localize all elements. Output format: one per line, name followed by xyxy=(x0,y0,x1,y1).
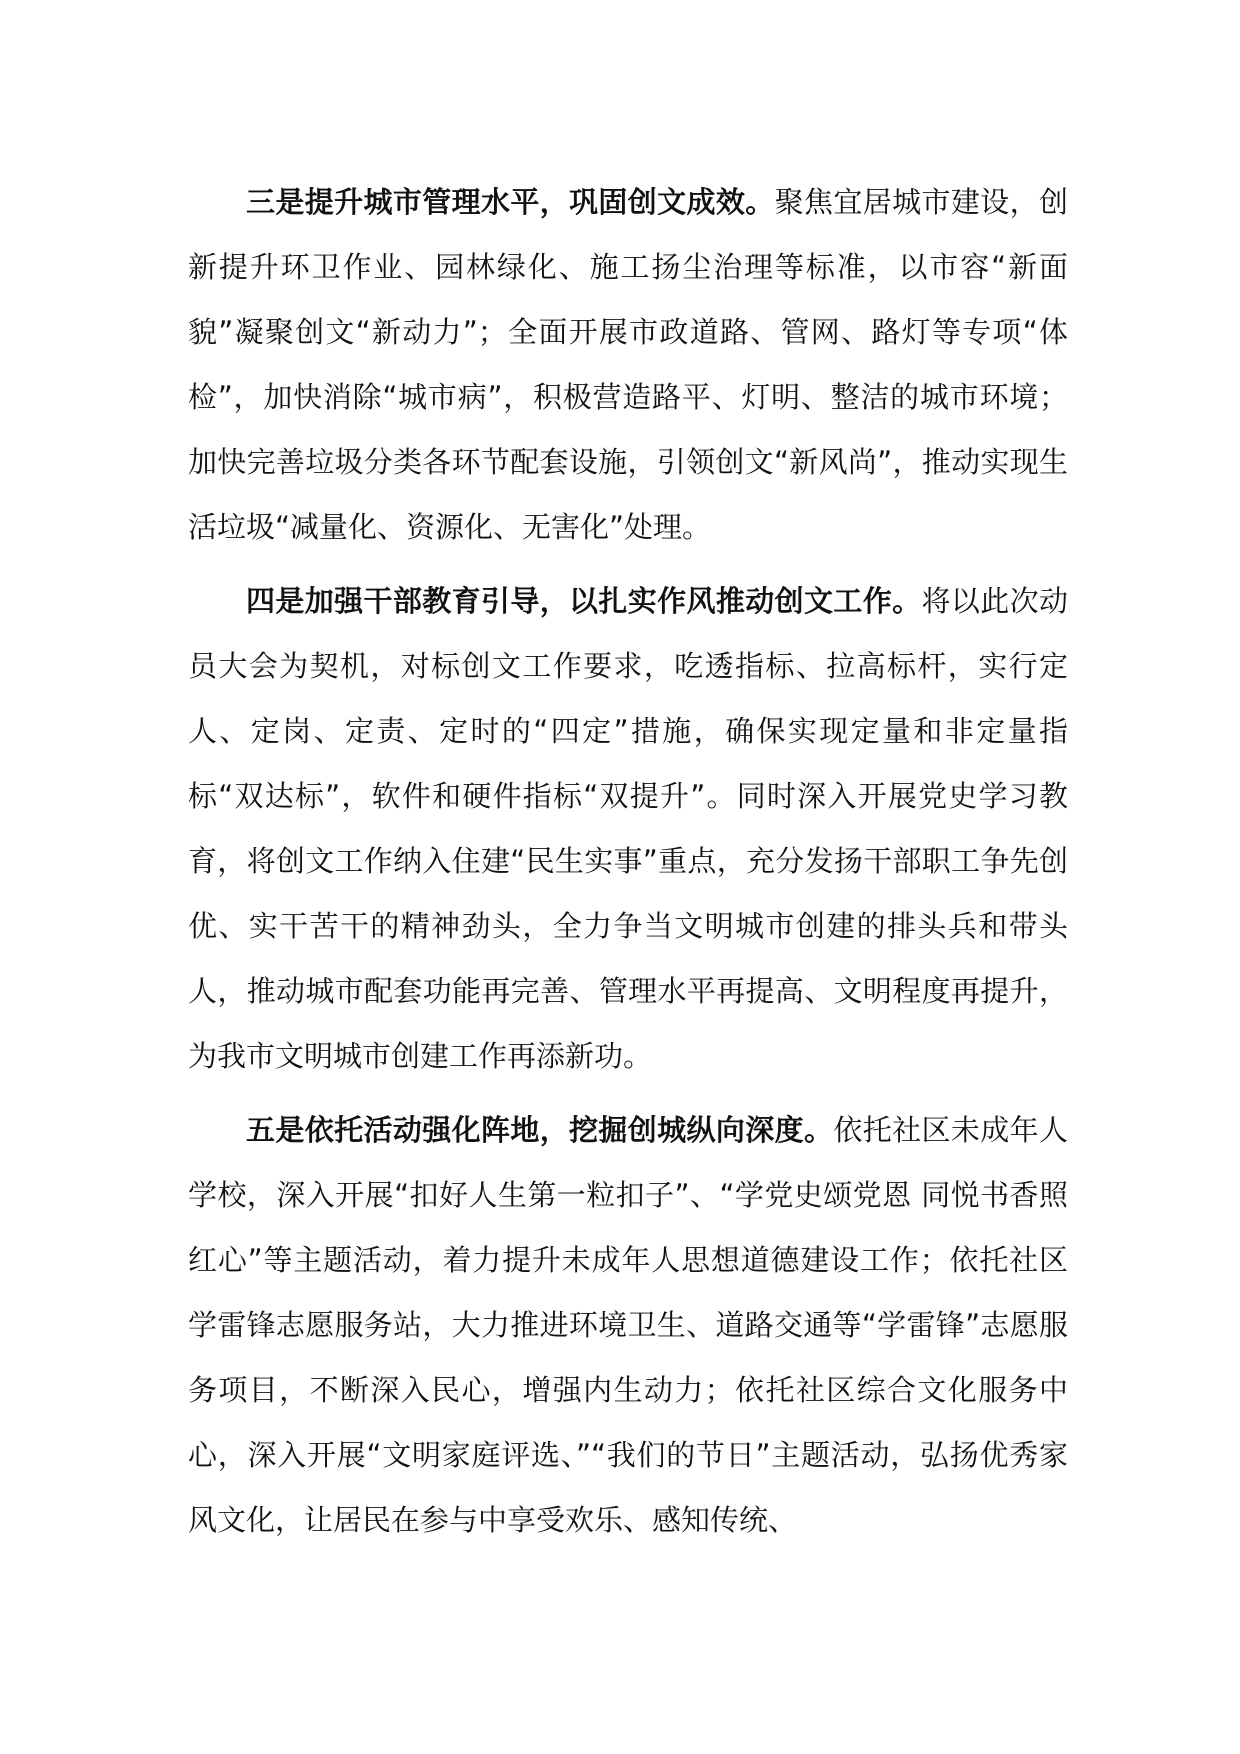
paragraph-lead: 四是加强干部教育引导，以扎实作风推动创文工作。 xyxy=(246,584,922,618)
paragraph-5 xyxy=(188,1098,1068,1553)
paragraph-4 xyxy=(188,569,1068,1089)
paragraph-lead: 三是提升城市管理水平，巩固创文成效。 xyxy=(246,185,775,219)
paragraph-body: 将以此次动员大会为契机，对标创文工作要求，吃透指标、拉高标杆，实行定人、定岗、定责、定时的“四定”措施，确保实现定量和非定量指标“双达标”，软件和硬件指标“双提升”。同时深入开展党史学习教育，将创文工作纳入住建“民生实事”重点，充分发扬干部职工争先创优、实干苦干的精神劲头，全力争当文明城市创建的排头兵和带头人，推动城市配套功能再完善、管理水平再提高、文明程度再提升，为我市文明城市创建工作再添新功。 xyxy=(188,584,1068,1073)
paragraph-lead: 五是依托活动强化阵地，挖掘创城纵向深度。 xyxy=(246,1113,834,1147)
paragraph-body: 聚焦宜居城市建设，创新提升环卫作业、园林绿化、施工扬尘治理等标准，以市容“新面貌”凝聚创文“新动力”；全面开展市政道路、管网、路灯等专项“体检”，加快消除“城市病”，积极营造路平、灯明、整洁的城市环境；加快完善垃圾分类各环节配套设施，引领创文“新风尚”，推动实现生活垃圾“减量化、资源化、无害化”处理。 xyxy=(188,185,1068,544)
paragraph-body: 依托社区未成年人学校，深入开展“扣好人生第一粒扣子”、“学党史颂党恩 同悦书香照红心”等主题活动，着力提升未成年人思想道德建设工作；依托社区学雷锋志愿服务站，大力推进环境卫生、道路交通等“学雷锋”志愿服务项目，不断深入民心，增强内生动力；依托社区综合文化服务中心，深入开展“文明家庭评选、”“我们的节日”主题活动，弘扬优秀家风文化，让居民在参与中享受欢乐、感知传统、 xyxy=(188,1113,1068,1537)
document-page xyxy=(188,170,1068,1553)
paragraph-3 xyxy=(188,170,1068,560)
